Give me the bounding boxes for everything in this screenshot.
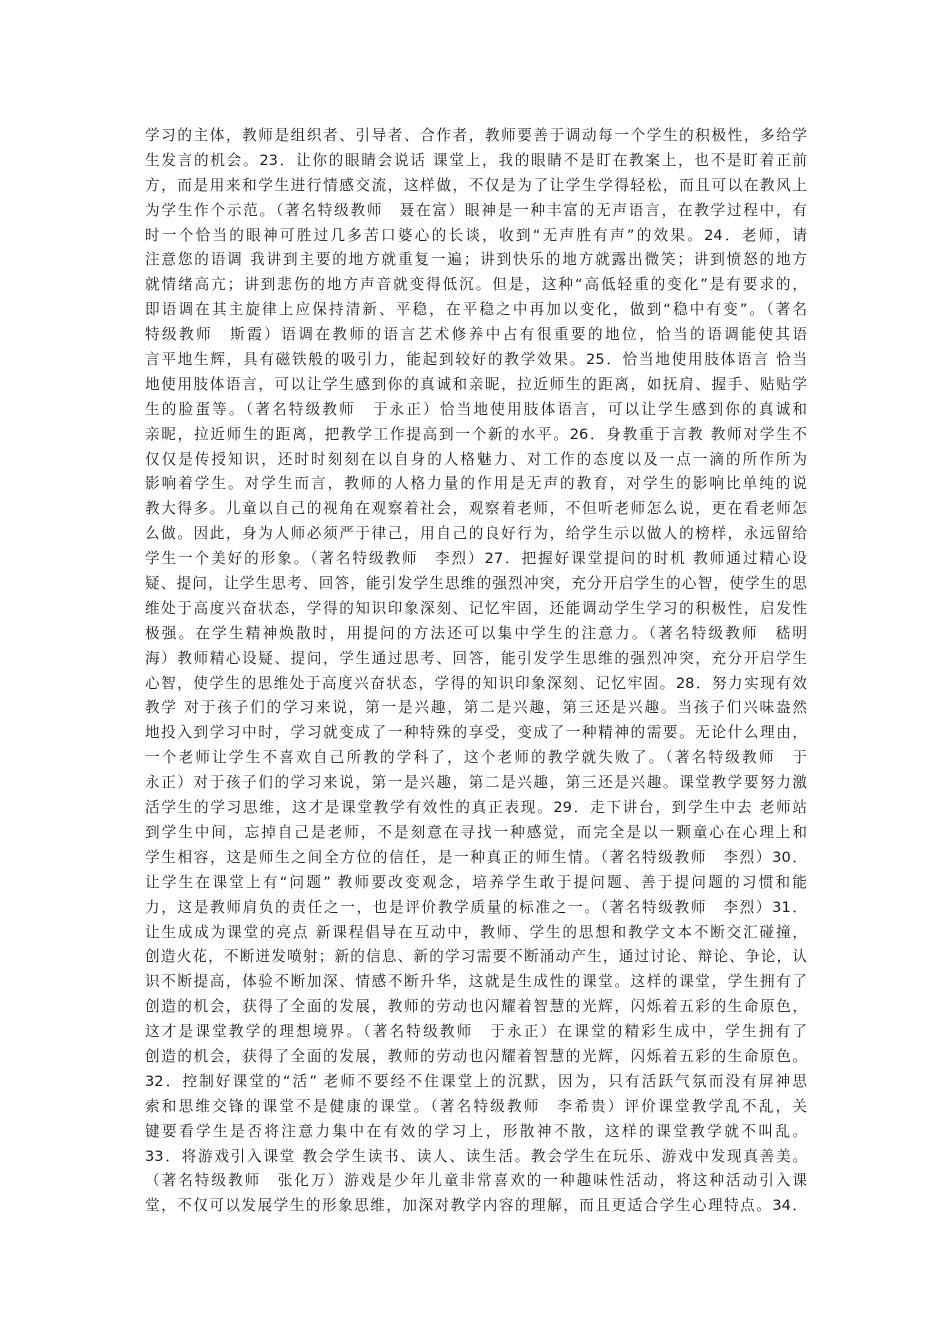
text-line: 特级教师 斯霞）语调在教师的语言艺术修养中占有很重要的地位，恰当的语调能使其语: [145, 326, 807, 344]
text-line: 方，而是用来和学生进行情感交流，这样做，不仅是为了让学生学得轻松，而且可以在教风上: [145, 176, 807, 194]
text-line: 疑、提问，让学生思考、回答，能引发学生思维的强烈冲突，充分开启学生的心智，使学生的思: [145, 575, 807, 593]
text-line: 一个老师让学生不喜欢自己所教的学科了，这个老师的教学就失败了。（著名特级教师 于: [145, 749, 807, 767]
text-line: 这才是课堂教学的理想境界。（著名特级教师 于永正）在课堂的精彩生成中，学生拥有了: [145, 1023, 807, 1041]
text-line: 言平地生辉，具有磁铁般的吸引力，能起到较好的教学效果。25．恰当地使用肢体语言 恰当: [145, 351, 807, 369]
text-line: 学生相容，这是师生之间全方位的信任，是一种真正的师生情。（著名特级教师 李烈）30．: [145, 848, 807, 866]
text-line: 极强。在学生精神焕散时，用提问的方法还可以集中学生的注意力。（著名特级教师 嵇明: [145, 624, 807, 642]
text-line: 教学 对于孩子们的学习来说，第一是兴趣，第二是兴趣，第三还是兴趣。当孩子们兴味盎然: [145, 699, 807, 717]
text-line: 创造火花，不断迸发喷射；新的信息、新的学习需要不断涌动产生，通过讨论、辩论、争论，认: [145, 948, 807, 966]
text-line: 学习的主体，教师是组织者、引导者、合作者，教师要善于调动每一个学生的积极性，多给学: [145, 127, 807, 144]
text-line: 海）教师精心设疑、提问，学生通过思考、回答，能引发学生思维的强烈冲突，充分开启学生: [145, 649, 807, 667]
text-line: 仅仅是传授知识，还时时刻刻在以自身的人格魅力、对工作的态度以及一点一滴的所作所为: [145, 450, 807, 468]
text-line: 键要看学生是否将注意力集中在有效的学习上，形散神不散，这样的课堂教学就不叫乱。: [145, 1122, 807, 1140]
text-line: 地投入到学习中时，学习就变成了一种特殊的享受，变成了一种精神的需要。无论什么理由，: [145, 724, 807, 742]
text-line: 学生一个美好的形象。（著名特级教师 李烈）27．把握好课堂提问的时机 教师通过精心设: [145, 550, 807, 568]
text-line: 注意您的语调 我讲到主要的地方就重复一遍；讲到快乐的地方就露出微笑；讲到愤怒的地方: [145, 251, 807, 269]
text-line: 到学生中间，忘掉自己是老师，不是刻意在寻找一种感觉，而完全是以一颗童心在心理上和: [145, 823, 807, 841]
text-line: 为学生作个示范。（著名特级教师 聂在富）眼神是一种丰富的无声语言，在教学过程中，有: [145, 201, 807, 219]
text-line: 索和思维交锋的课堂不是健康的课堂。（著名特级教师 李希贵）评价课堂教学乱不乱，关: [145, 1097, 807, 1115]
text-line: 永正）对于孩子们的学习来说，第一是兴趣，第二是兴趣，第三还是兴趣。课堂教学要努力激: [145, 774, 807, 792]
text-line: 创造的机会，获得了全面的发展，教师的劳动也闪耀着智慧的光辉，闪烁着五彩的生命原色。: [145, 1047, 807, 1065]
body-text: [145, 124, 807, 1219]
text-line: 生发言的机会。23．让你的眼睛会说话 课堂上，我的眼睛不是盯在教案上，也不是盯着正前: [145, 151, 807, 169]
text-line: 时一个恰当的眼神可胜过几多苦口婆心的长谈，收到“无声胜有声”的效果。24．老师，请: [145, 226, 807, 244]
text-line: 地使用肢体语言，可以让学生感到你的真诚和亲昵，拉近师生的距离，如抚肩、握手、贴贴学: [145, 375, 807, 393]
text-line: 创造的机会，获得了全面的发展，教师的劳动也闪耀着智慧的光辉，闪烁着五彩的生命原色，: [145, 998, 807, 1016]
text-line: 维处于高度兴奋状态，学得的知识印象深刻、记忆牢固，还能调动学生学习的积极性，启发性: [145, 599, 807, 617]
text-line: 教大得多。儿童以自己的视角在观察着社会，观察着老师，不但听老师怎么说，更在看老师怎: [145, 500, 807, 518]
text-line: 生的脸蛋等。（著名特级教师 于永正）恰当地使用肢体语言，可以让学生感到你的真诚和: [145, 400, 807, 418]
text-line: 力，这是教师肩负的责任之一，也是评价教学质量的标准之一。（著名特级教师 李烈）31．: [145, 898, 807, 916]
text-line: 心智，使学生的思维处于高度兴奋状态，学得的知识印象深刻、记忆牢固。28．努力实现有效: [145, 674, 807, 692]
text-line: 么做。因此，身为人师必须严于律己，用自己的良好行为，给学生示以做人的榜样，永远留给: [145, 525, 807, 543]
text-line: 让生成成为课堂的亮点 新课程倡导在互动中，教师、学生的思想和教学文本不断交汇碰撞，: [145, 923, 807, 941]
text-line: 活学生的学习思维，这才是课堂教学有效性的真正表现。29．走下讲台，到学生中去 老师站: [145, 799, 807, 817]
text-line: 即语调在其主旋律上应保持清新、平稳，在平稳之中再加以变化，做到“稳中有变”。（著名: [145, 301, 807, 319]
text-line: 影响着学生。对学生而言，教师的人格力量的作用是无声的教育，对学生的影响比单纯的说: [145, 475, 807, 493]
text-line: （著名特级教师 张化万）游戏是少年儿童非常喜欢的一种趣味性活动，将这种活动引入课: [145, 1172, 807, 1190]
text-line: 33．将游戏引入课堂 教会学生读书、读人、读生活。教会学生在玩乐、游戏中发现真善美。: [145, 1147, 807, 1165]
text-line: 就情绪高亢；讲到悲伤的地方声音就变得低沉。但是，这种“高低轻重的变化”是有要求的，: [145, 276, 807, 294]
text-line: 识不断提高，体验不断加深、情感不断升华，这就是生成性的课堂。这样的课堂，学生拥有了: [145, 973, 807, 991]
text-line: 让学生在课堂上有“问题” 教师要改变观念，培养学生敢于提问题、善于提问题的习惯和能: [145, 873, 807, 891]
text-line: 32．控制好课堂的“活” 老师不要经不住课堂上的沉默，因为，只有活跃气氛而没有屏神思: [145, 1072, 807, 1090]
text-line: 亲昵，拉近师生的距离，把教学工作提高到一个新的水平。26．身教重于言教 教师对学生不: [145, 425, 807, 443]
text-line: 堂，不仅可以发展学生的形象思维，加深对教学内容的理解，而且更适合学生心理特点。34．: [145, 1197, 807, 1215]
